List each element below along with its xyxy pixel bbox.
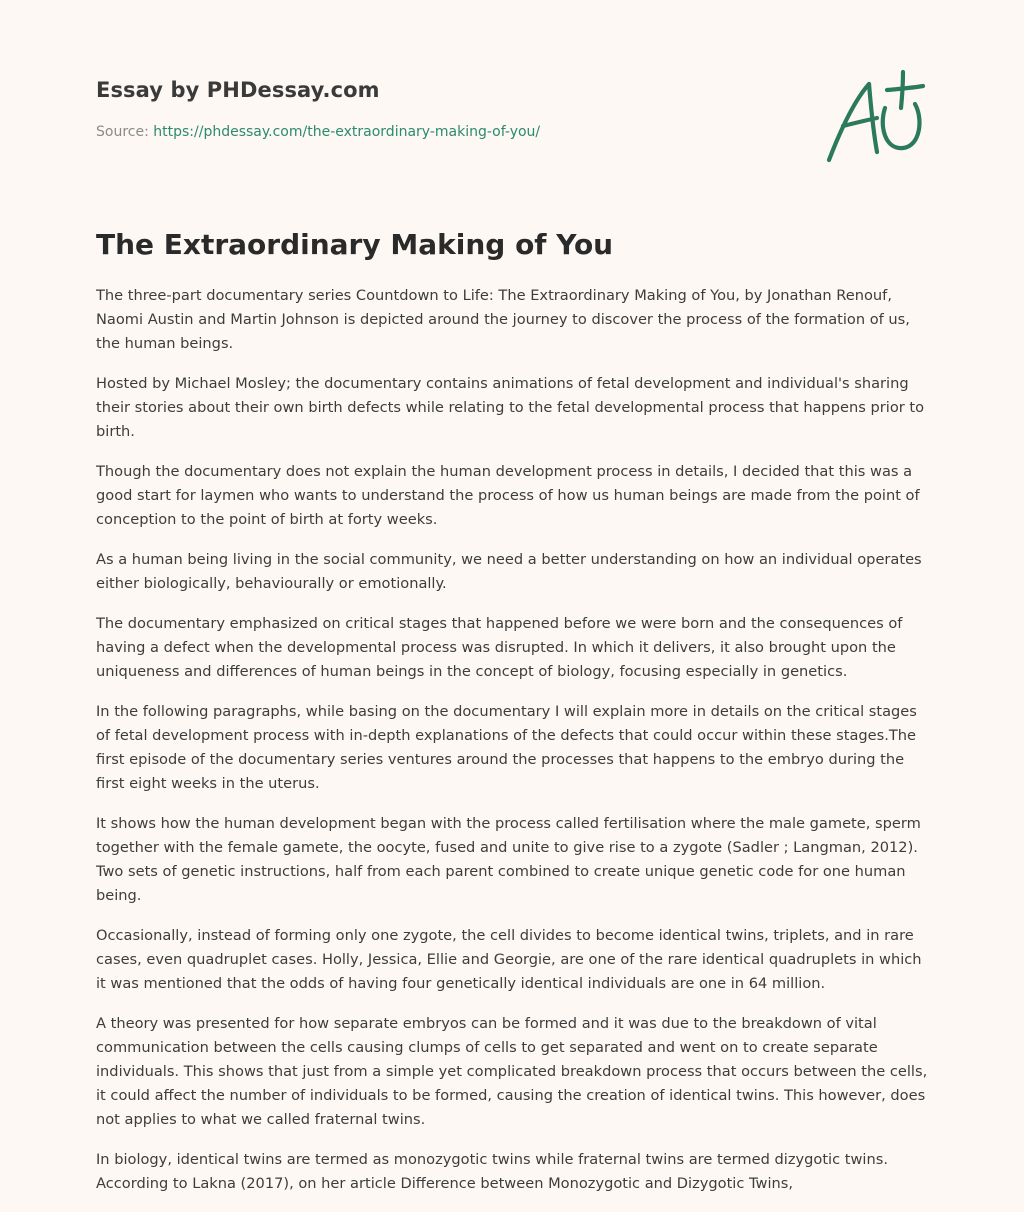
essay-body [96,284,928,1212]
essay-title: The Extraordinary Making of You [96,228,614,261]
essay-paragraph: The documentary emphasized on critical stages that happened before we were born and the consequences of having a defect when the developmental process was disrupted. In which it delivers, it also brought upon the uniqueness and differences of human beings in the concept of biology, focusing especially in genetics. [96,615,903,680]
site-brand: Essay by PHDessay.com [96,78,380,102]
a-plus-logo-icon [823,68,927,164]
essay-paragraph: In the following paragraphs, while basing on the documentary I will explain more in details on the critical stages of fetal development process with in-depth explanations of the defects that could occur within these stages.The first episode of the documentary series ventures around the processes that happens to the embryo during the first eight weeks in the uterus. [96,703,917,792]
essay-paragraph: The three-part documentary series Countdown to Life: The Extraordinary Making of You, by Jonathan Renouf, Naomi Austin and Martin Johnson is depicted around the journey to discover the process of the formation of us, the human beings. [96,287,910,352]
essay-paragraph: As a human being living in the social community, we need a better understanding on how an individual operates either biologically, behaviourally or emotionally. [96,551,922,592]
page-header [96,76,928,176]
essay-paragraph: Though the documentary does not explain the human development process in details, I decided that this was a good start for laymen who wants to understand the process of how us human beings are made from the point of conception to the point of birth at forty weeks. [96,463,920,528]
essay-paragraph: In biology, identical twins are termed as monozygotic twins while fraternal twins are termed dizygotic twins. According to Lakna (2017), on her article Difference between Monozygotic and Dizygotic Twins, [96,1151,888,1192]
essay-paragraph: A theory was presented for how separate embryos can be formed and it was due to the breakdown of vital communication between the cells causing clumps of cells to get separated and went on to create separate individuals. This shows that just from a simple yet complicated breakdown process that occurs between the cells, it could affect the number of individuals to be formed, causing the creation of identical twins. This however, does not applies to what we called fraternal twins. [96,1015,928,1128]
essay-paragraph: Occasionally, instead of forming only one zygote, the cell divides to become identical twins, triplets, and in rare cases, even quadruplet cases. Holly, Jessica, Ellie and Georgie, are one of the rare identical quadruplets in which it was mentioned that the odds of having four genetically identical individuals are one in 64 million. [96,927,922,992]
source-label: Source: [96,124,154,140]
essay-paragraph: It shows how the human development began with the process called fertilisation where the male gamete, sperm together with the female gamete, the oocyte, fused and unite to give rise to a zygote (Sadler ; Langman, 2012). Two sets of genetic instructions, half from each parent combined to create unique genetic code for one human being. [96,815,921,904]
source-link[interactable]: https://phdessay.com/the-extraordinary-making-of-you/ [153,124,541,140]
source-line [96,122,540,142]
essay-paragraph: Hosted by Michael Mosley; the documentary contains animations of fetal development and individual's sharing their stories about their own birth defects while relating to the fetal developmental process that happens prior to birth. [96,375,925,440]
